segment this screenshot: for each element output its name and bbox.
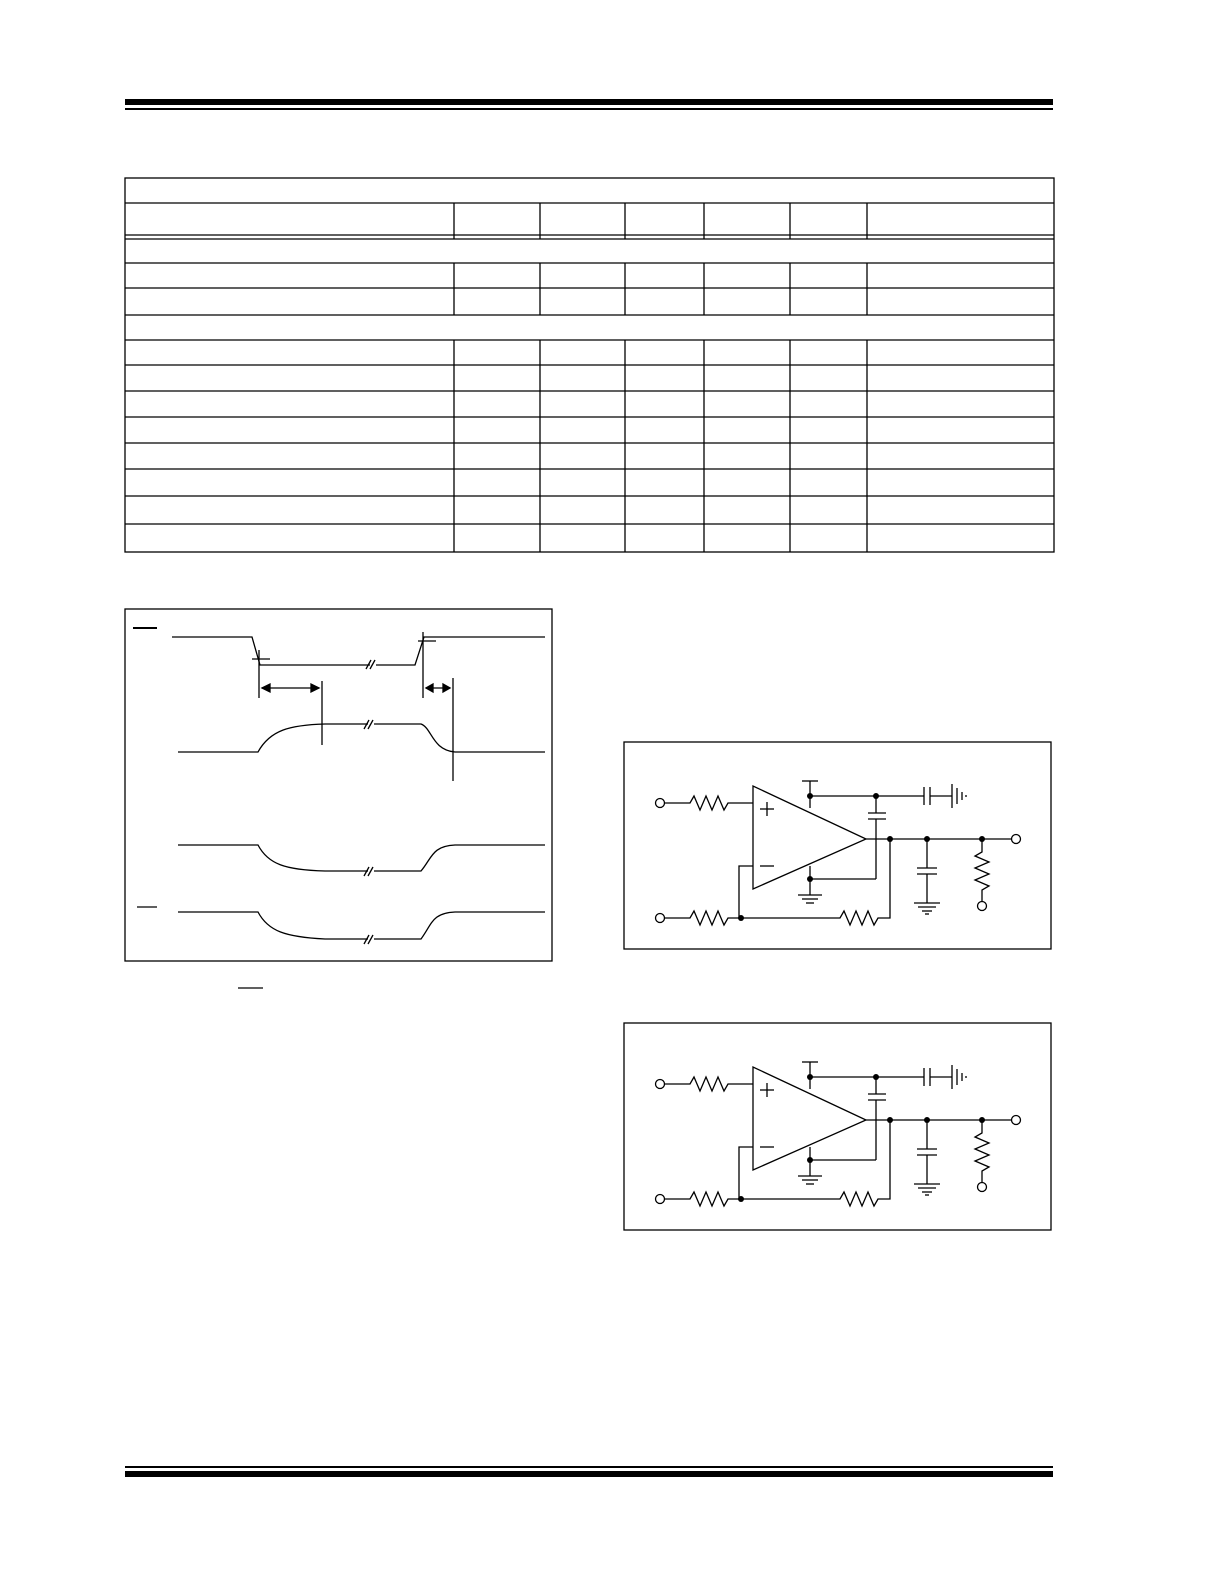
footer-rule-thin [125, 1466, 1053, 1468]
footer-rule-thick [125, 1471, 1053, 1477]
circuit-1 [624, 742, 1051, 949]
circuit-2 [624, 1023, 1051, 1230]
